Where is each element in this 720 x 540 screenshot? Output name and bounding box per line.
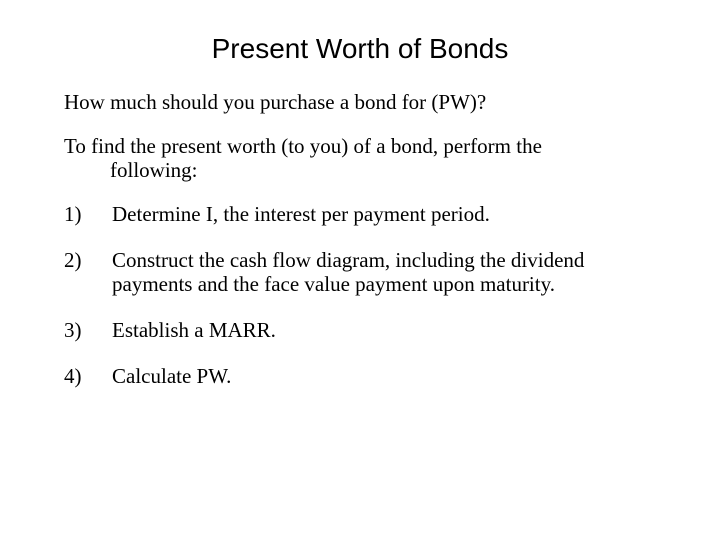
step-number: 2) bbox=[64, 248, 82, 272]
question-paragraph: How much should you purchase a bond for (PW)? bbox=[64, 90, 487, 114]
step-item-4 bbox=[64, 364, 684, 388]
step-text bbox=[112, 248, 684, 296]
step-number: 4) bbox=[64, 364, 82, 388]
intro-line-1: To find the present worth (to you) of a bond, perform the bbox=[64, 134, 542, 158]
step-text: Calculate PW. bbox=[112, 364, 232, 388]
step-text-line-1: Construct the cash flow diagram, including the dividend bbox=[112, 248, 585, 272]
step-text: Determine I, the interest per payment period. bbox=[112, 202, 490, 226]
step-number: 3) bbox=[64, 318, 82, 342]
step-item-3 bbox=[64, 318, 684, 342]
step-item-1 bbox=[64, 202, 684, 226]
intro-paragraph bbox=[64, 134, 684, 182]
intro-line-2: following: bbox=[110, 158, 198, 182]
step-text-line-2: payments and the face value payment upon maturity. bbox=[112, 272, 555, 296]
step-text: Establish a MARR. bbox=[112, 318, 276, 342]
slide-title: Present Worth of Bonds bbox=[211, 33, 509, 64]
step-item-2 bbox=[64, 248, 684, 296]
step-number: 1) bbox=[64, 202, 82, 226]
